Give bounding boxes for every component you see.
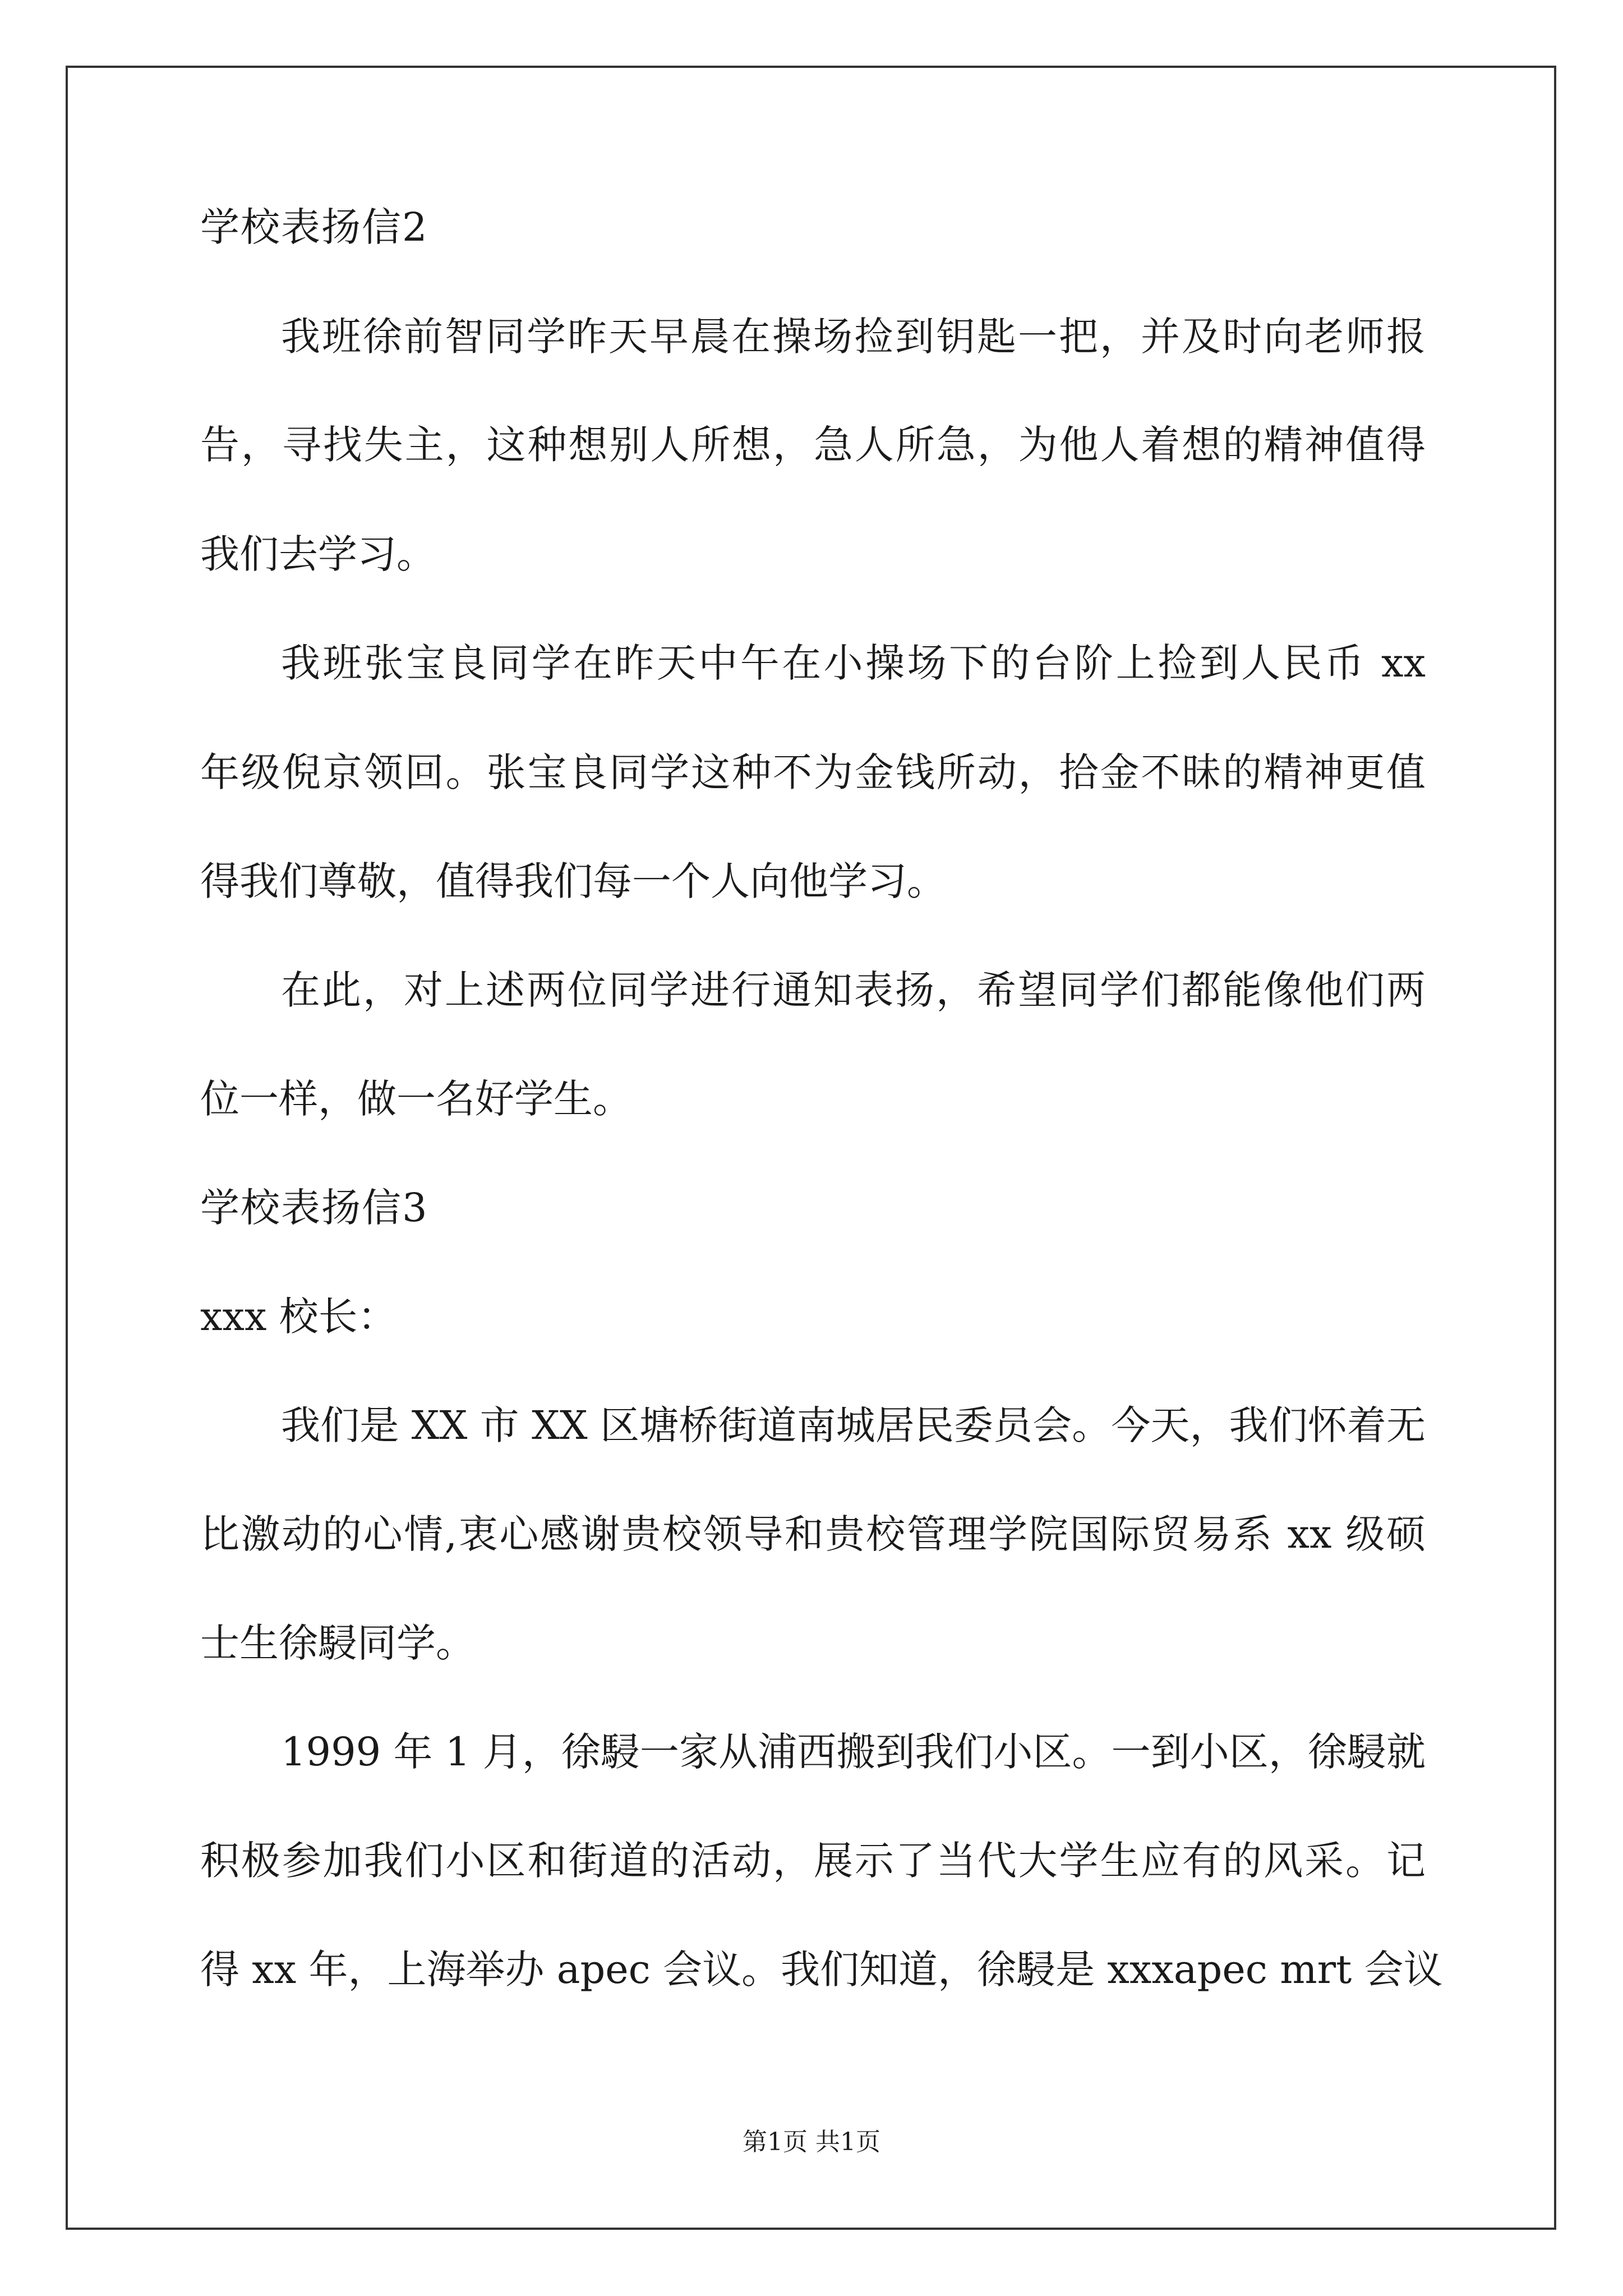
page-border <box>66 66 1556 2230</box>
paragraph-line: 我们是 XX 市 XX 区塘桥街道南城居民委员会。今天，我们怀着无 <box>281 1402 1426 1448</box>
paragraph-line: 比激动的心情,衷心感谢贵校领导和贵校管理学院国际贸易系 xx 级硕 <box>200 1511 1426 1557</box>
paragraph-line: 在此，对上述两位同学进行通知表扬，希望同学们都能像他们两 <box>281 967 1426 1013</box>
salutation: xxx 校长： <box>200 1294 397 1340</box>
paragraph-line: 年级倪京领回。张宝良同学这种不为金钱所动，拾金不昧的精神更值 <box>200 749 1426 795</box>
paragraph-line: 位一样，做一名好学生。 <box>200 1076 632 1122</box>
paragraph-line: 得我们尊敬，值得我们每一个人向他学习。 <box>200 858 946 904</box>
section-heading: 学校表扬信3 <box>200 1185 428 1231</box>
paragraph-line: 1999 年 1 月，徐駸一家从浦西搬到我们小区。一到小区，徐駸就 <box>281 1729 1426 1775</box>
page-footer: 第1页 共1页 <box>743 2128 880 2156</box>
paragraph-line: 得 xx 年，上海举办 apec 会议。我们知道，徐駸是 xxxapec mrt 会议 <box>200 1947 1443 1993</box>
paragraph-line: 我班张宝良同学在昨天中午在小操场下的台阶上捡到人民币 xx <box>281 640 1426 686</box>
paragraph-line: 积极参加我们小区和街道的活动，展示了当代大学生应有的风采。记 <box>200 1838 1426 1884</box>
paragraph-line: 士生徐駸同学。 <box>200 1620 475 1666</box>
paragraph-line: 我班徐前智同学昨天早晨在操场捡到钥匙一把，并及时向老师报 <box>281 314 1426 360</box>
section-heading: 学校表扬信2 <box>200 204 428 250</box>
paragraph-line: 我们去学习。 <box>200 531 436 577</box>
paragraph-line: 告，寻找失主，这种想别人所想，急人所急，为他人着想的精神值得 <box>200 422 1426 468</box>
